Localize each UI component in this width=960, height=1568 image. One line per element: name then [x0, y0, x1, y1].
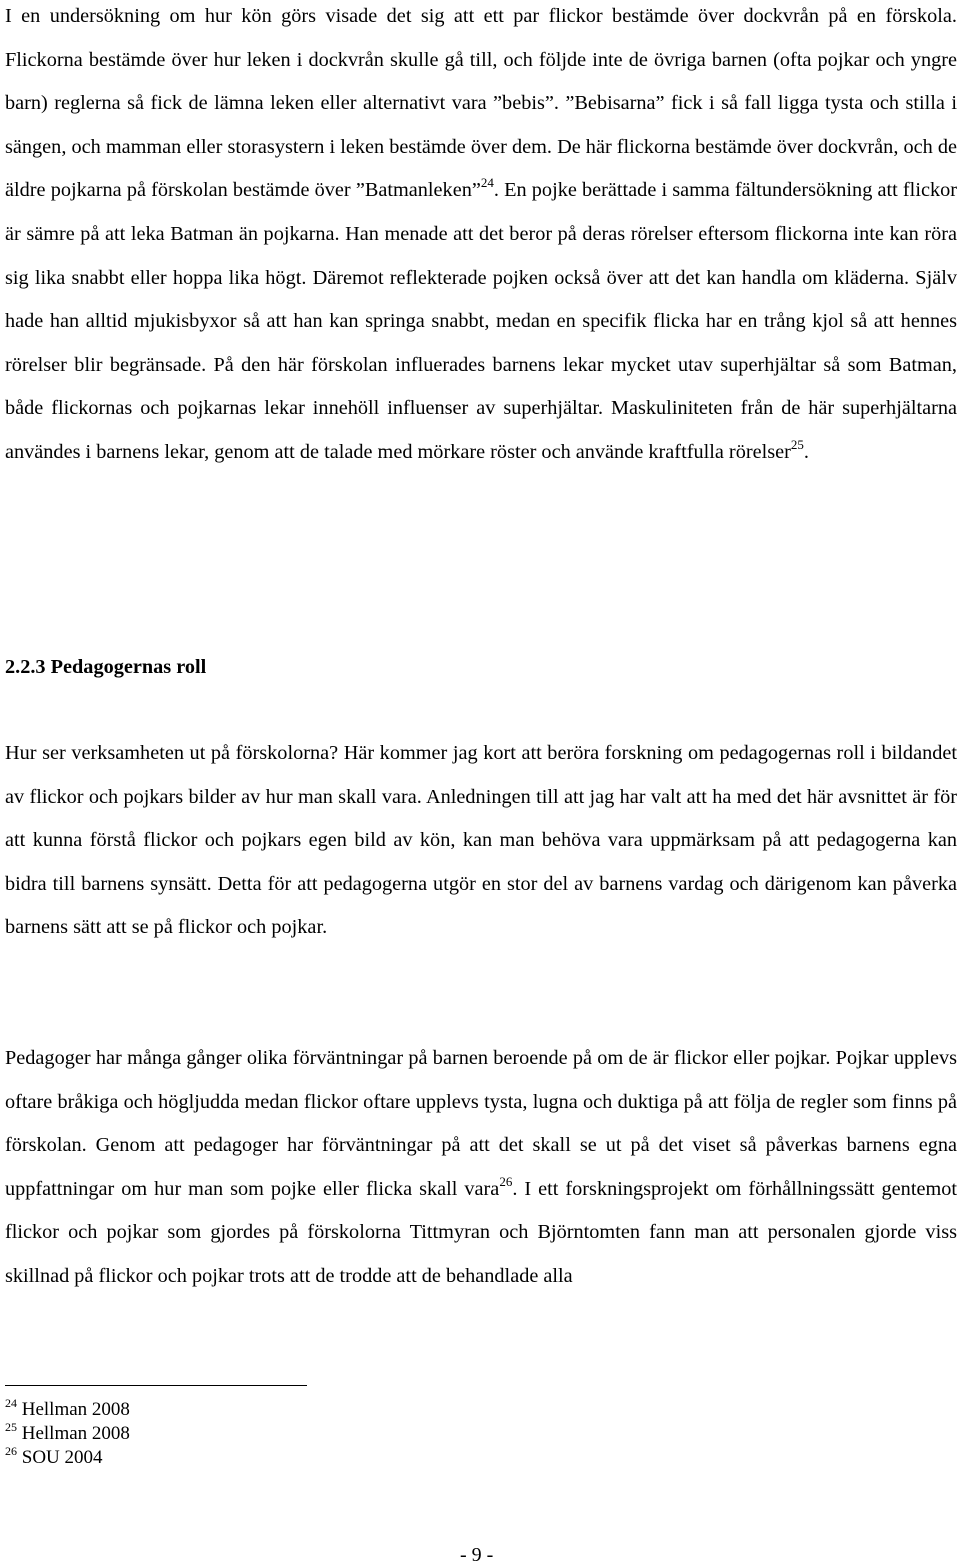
- footnote-ref-25: 25: [790, 436, 804, 452]
- footnote-number: 24: [5, 1396, 17, 1410]
- paragraph-1-text-a: I en undersökning om hur kön görs visade det sig att ett par flickor bestämde över dockvrån på en förskola. Flickorna bestämde över hur leken i dockvrån skulle gå till, och följde inte de övriga barnen (ofta pojkar och yngre barn) reglerna så fick de lämna leken eller alternativt vara ”bebis”. ”Bebisarna” fick i så fall ligga tysta och stilla i sängen, och mamman eller storasystern i leken bestämde över dem. De här flickorna bestämde över dockvrån, och de äldre pojkarna på förskolan bestämde över ”Batmanleken”: [5, 5, 957, 202]
- body-paragraph-2: Hur ser verksamheten ut på förskolorna? Här kommer jag kort att beröra forskning om pedagogernas roll i bildandet av flickor och pojkars bilder av hur man skall vara. Anledningen till att jag har valt att ha med det här avsnittet är för att kunna förstå flickor och pojkars egen bild av kön, kan man behöva vara uppmärksam på att pedagogerna kan bidra till barnens synsätt. Detta för att pedagogerna utgör en stor del av barnens vardag och därigenom kan påverka barnens sätt att se på flickor och pojkar.: [5, 742, 957, 939]
- section-heading: 2.2.3 Pedagogernas roll: [5, 656, 207, 678]
- footnote: [5, 1422, 130, 1446]
- footnote-separator: [5, 1385, 307, 1386]
- footnote-number: 26: [5, 1444, 17, 1458]
- footnote-text: SOU 2004: [21, 1447, 103, 1468]
- footnotes: [5, 1398, 130, 1470]
- footnote: [5, 1446, 130, 1470]
- paragraph-1-text-c: .: [803, 440, 809, 463]
- footnote: [5, 1398, 130, 1422]
- paragraph-3-text-b: . I ett forskningsprojekt om förhållningssätt gentemot flickor och pojkar som gjordes på förskolorna Tittmyran och Björntomten fann man att personalen gjorde viss skillnad på flickor och pojkar trots att de trodde att de behandlade alla: [5, 1177, 958, 1287]
- page-number: - 9 -: [460, 1544, 494, 1566]
- paragraph-3-text-a: Pedagoger har många gånger olika förväntningar på barnen beroende på om de är flickor eller pojkar. Pojkar upplevs oftare bråkiga och högljudda medan flickor oftare upplevs tysta, lugna och duktiga på att följa de regler som finns på förskolan. Genom att pedagoger har förväntningar på att det skall se ut på det viset så påverkas barnens egna uppfattningar om hur man som pojke eller flicka skall vara: [5, 1047, 957, 1200]
- body-paragraph-1: [5, 0, 957, 475]
- footnote-ref-24: 24: [480, 175, 494, 191]
- paragraph-1-text-b: . En pojke berättade i samma fältundersökning att flickor är sämre på att leka Batman än pojkarna. Han menade att det beror på deras rörelser eftersom flickorna inte kan röra sig lika snabbt eller hoppa lika högt. Däremot reflekterade pojken också över att det kan handla om kläderna. Själv hade han alltid mjukisbyxor så att han kan springa snabbt, medan en specifik flicka har en trång kjol så att hennes rörelser blir begränsade. På den här förskolan influerades barnens lekar mycket utav superhjältar så som Batman, både flickornas och pojkarnas lekar innehöll influenser av superhjältar. Maskuliniteten från de här superhjältarna användes i barnens lekar, genom att de talade med mörkare röster och använde kraftfulla rörelser: [5, 179, 957, 463]
- body-paragraph-3: [5, 1037, 957, 1299]
- footnote-ref-26: 26: [499, 1173, 513, 1189]
- footnote-number: 25: [5, 1420, 17, 1434]
- footnote-text: Hellman 2008: [21, 1399, 130, 1420]
- footnote-text: Hellman 2008: [21, 1423, 130, 1444]
